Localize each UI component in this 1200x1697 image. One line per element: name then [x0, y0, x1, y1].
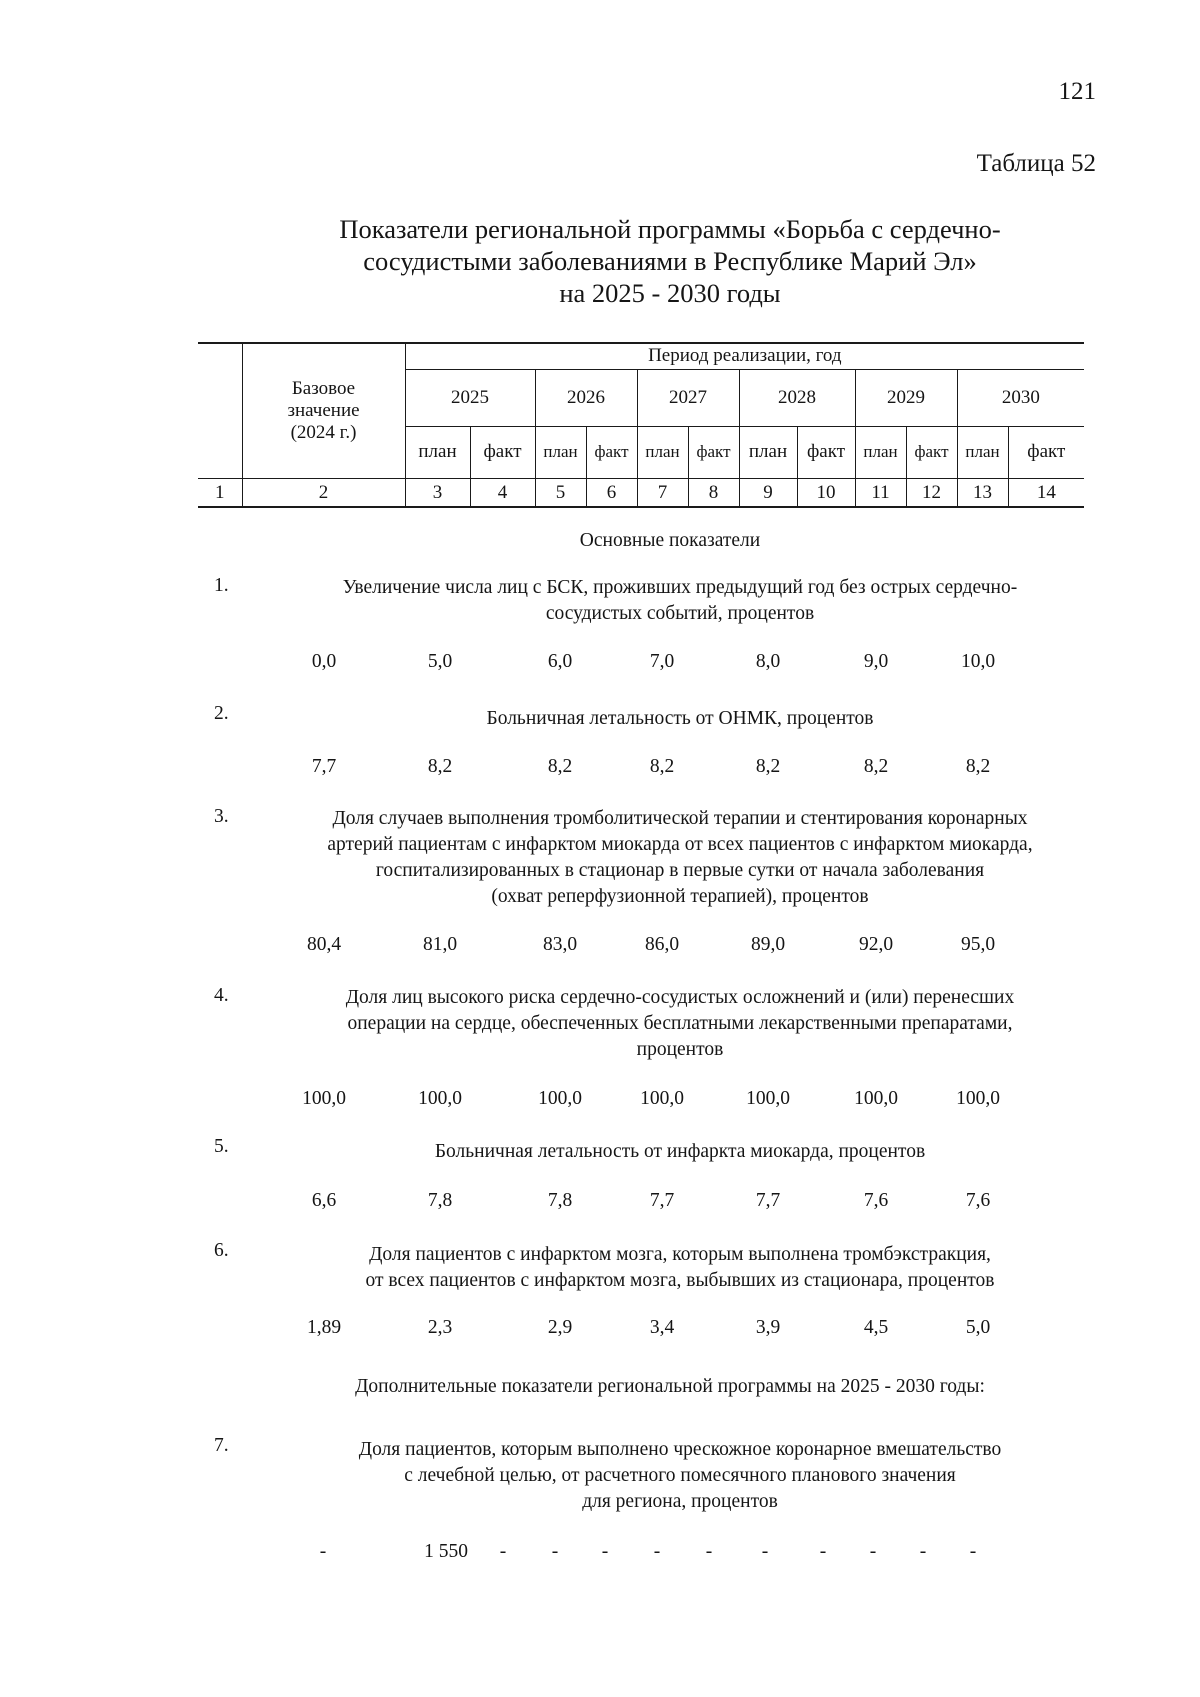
column-number: 9 — [739, 479, 797, 507]
value-cell: 8,2 — [649, 756, 675, 777]
indicator-values — [0, 1088, 1200, 1114]
value-cell: - — [705, 1541, 713, 1562]
value-cell: 10,0 — [960, 651, 996, 672]
indicator-number: 3. — [214, 806, 229, 827]
header-year: 2025 — [405, 369, 535, 426]
value-cell: 5,0 — [965, 1317, 991, 1338]
value-cell: 100,0 — [956, 1088, 1000, 1109]
header-base-value: Базовое значение (2024 г.) — [242, 343, 405, 479]
indicator-values — [0, 1190, 1200, 1216]
table-label: Таблица 52 — [976, 150, 1096, 177]
header-fact: факт — [586, 426, 637, 479]
header-fact: факт — [906, 426, 957, 479]
title-line: сосудистыми заболеваниями в Республике Марий Эл» — [363, 246, 977, 276]
value-cell: 92,0 — [858, 934, 894, 955]
column-number: 3 — [405, 479, 470, 507]
value-cell: 8,2 — [547, 756, 573, 777]
indicator-values — [0, 756, 1200, 782]
header-fact: факт — [1008, 426, 1084, 479]
indicator-description: Доля пациентов, которым выполнено чрескожное коронарное вмешательство с лечебной целью, от расчетного помесячного планового значения для региона, процентов — [358, 1439, 1002, 1512]
value-cell: - — [819, 1541, 827, 1562]
value-cell: - — [869, 1541, 877, 1562]
value-cell: 2,9 — [547, 1317, 573, 1338]
value-cell: 89,0 — [750, 934, 786, 955]
column-number: 14 — [1008, 479, 1084, 507]
value-cell: 0,0 — [311, 651, 337, 672]
indicator-number: 5. — [214, 1136, 229, 1157]
indicator-description: Доля случаев выполнения тромболитической терапии и стентирования коронарных артерий пациентам с инфарктом миокарда от всех пациентов с инфарктом миокарда, госпитализированных в стационар в первые сутки от начала заболевания (охват реперфузионной терапией), процентов — [327, 808, 1033, 907]
value-cell: 86,0 — [644, 934, 680, 955]
column-number: 11 — [855, 479, 906, 507]
indicator-description: Доля пациентов с инфарктом мозга, которым выполнена тромбэкстракция, от всех пациентов с инфарктом мозга, выбывших из стационара, процентов — [365, 1244, 995, 1291]
value-cell: 100,0 — [640, 1088, 684, 1109]
value-cell: 1,89 — [306, 1317, 342, 1338]
value-cell: 80,4 — [306, 934, 342, 955]
header-fact: факт — [797, 426, 855, 479]
value-cell: 7,8 — [547, 1190, 573, 1211]
column-number: 6 — [586, 479, 637, 507]
value-cell: 8,2 — [755, 756, 781, 777]
value-cell: 100,0 — [538, 1088, 582, 1109]
value-cell: 7,8 — [427, 1190, 453, 1211]
title-line: Показатели региональной программы «Борьба с сердечно- — [339, 214, 1001, 244]
indicator-number: 2. — [214, 703, 229, 724]
value-cell: 7,0 — [649, 651, 675, 672]
indicator-description: Доля лиц высокого риска сердечно-сосудистых осложнений и (или) перенесших операции на сердце, обеспеченных бесплатными лекарственными препаратами, процентов — [345, 987, 1015, 1060]
column-number: 10 — [797, 479, 855, 507]
value-cell: - — [601, 1541, 609, 1562]
indicator-number: 7. — [214, 1435, 229, 1456]
value-cell: 100,0 — [302, 1088, 346, 1109]
value-cell: 9,0 — [863, 651, 889, 672]
value-cell: 100,0 — [854, 1088, 898, 1109]
value-cell: 100,0 — [746, 1088, 790, 1109]
section-heading-main: Основные показатели — [579, 530, 761, 551]
header-plan: план — [637, 426, 688, 479]
indicator-number: 6. — [214, 1240, 229, 1261]
value-cell: 3,9 — [755, 1317, 781, 1338]
indicator-description: Увеличение числа лиц с БСК, проживших предыдущий год без острых сердечно- сосудистых событий, процентов — [342, 577, 1018, 624]
column-number: 8 — [688, 479, 739, 507]
header-blank-cell — [198, 343, 242, 479]
header-plan: план — [957, 426, 1008, 479]
column-number: 13 — [957, 479, 1008, 507]
indicator-description: Больничная летальность от ОНМК, процентов — [486, 708, 874, 729]
value-cell: 7,7 — [755, 1190, 781, 1211]
value-cell: - — [499, 1541, 507, 1562]
section-heading-additional: Дополнительные показатели региональной программы на 2025 - 2030 годы: — [355, 1376, 985, 1397]
column-number: 2 — [242, 479, 405, 507]
header-year: 2028 — [739, 369, 855, 426]
value-cell: 3,4 — [649, 1317, 675, 1338]
value-cell: 81,0 — [422, 934, 458, 955]
header-year: 2030 — [957, 369, 1084, 426]
header-period: Период реализации, год — [405, 343, 1084, 369]
column-number: 7 — [637, 479, 688, 507]
value-cell: 7,7 — [311, 756, 337, 777]
value-cell: 8,2 — [427, 756, 453, 777]
column-number: 12 — [906, 479, 957, 507]
indicator-number: 4. — [214, 985, 229, 1006]
value-cell: - — [319, 1541, 327, 1562]
column-number: 5 — [535, 479, 586, 507]
value-cell: 8,0 — [755, 651, 781, 672]
header-plan: план — [739, 426, 797, 479]
value-cell: - — [969, 1541, 977, 1562]
column-number: 4 — [470, 479, 535, 507]
page-number: 121 — [1058, 78, 1096, 105]
indicator-description: Больничная летальность от инфаркта миокарда, процентов — [434, 1141, 926, 1162]
value-cell: 6,6 — [311, 1190, 337, 1211]
header-year: 2027 — [637, 369, 739, 426]
value-cell: 1 550 — [424, 1541, 468, 1562]
header-plan: план — [855, 426, 906, 479]
header-table — [198, 342, 1084, 508]
header-plan: план — [535, 426, 586, 479]
header-year: 2029 — [855, 369, 957, 426]
header-year: 2026 — [535, 369, 637, 426]
value-cell: - — [761, 1541, 769, 1562]
value-cell: 6,0 — [547, 651, 573, 672]
value-cell: 5,0 — [427, 651, 453, 672]
value-cell: 8,2 — [965, 756, 991, 777]
header-fact: факт — [470, 426, 535, 479]
value-cell: 2,3 — [427, 1317, 453, 1338]
indicator-values — [0, 651, 1200, 677]
title-line: на 2025 - 2030 годы — [559, 278, 781, 308]
value-cell: 7,6 — [965, 1190, 991, 1211]
value-cell: 83,0 — [542, 934, 578, 955]
indicator-values — [0, 934, 1200, 960]
value-cell: 7,7 — [649, 1190, 675, 1211]
value-cell: - — [919, 1541, 927, 1562]
value-cell: 100,0 — [418, 1088, 462, 1109]
indicator-values — [0, 1317, 1200, 1343]
header-fact: факт — [688, 426, 739, 479]
value-cell: 8,2 — [863, 756, 889, 777]
document-title — [200, 213, 1140, 309]
value-cell: 7,6 — [863, 1190, 889, 1211]
value-cell: - — [653, 1541, 661, 1562]
value-cell: 4,5 — [863, 1317, 889, 1338]
value-cell: 95,0 — [960, 934, 996, 955]
column-number: 1 — [198, 479, 242, 507]
indicator-values — [0, 1541, 1200, 1567]
indicator-number: 1. — [214, 575, 229, 596]
value-cell: - — [551, 1541, 559, 1562]
header-plan: план — [405, 426, 470, 479]
